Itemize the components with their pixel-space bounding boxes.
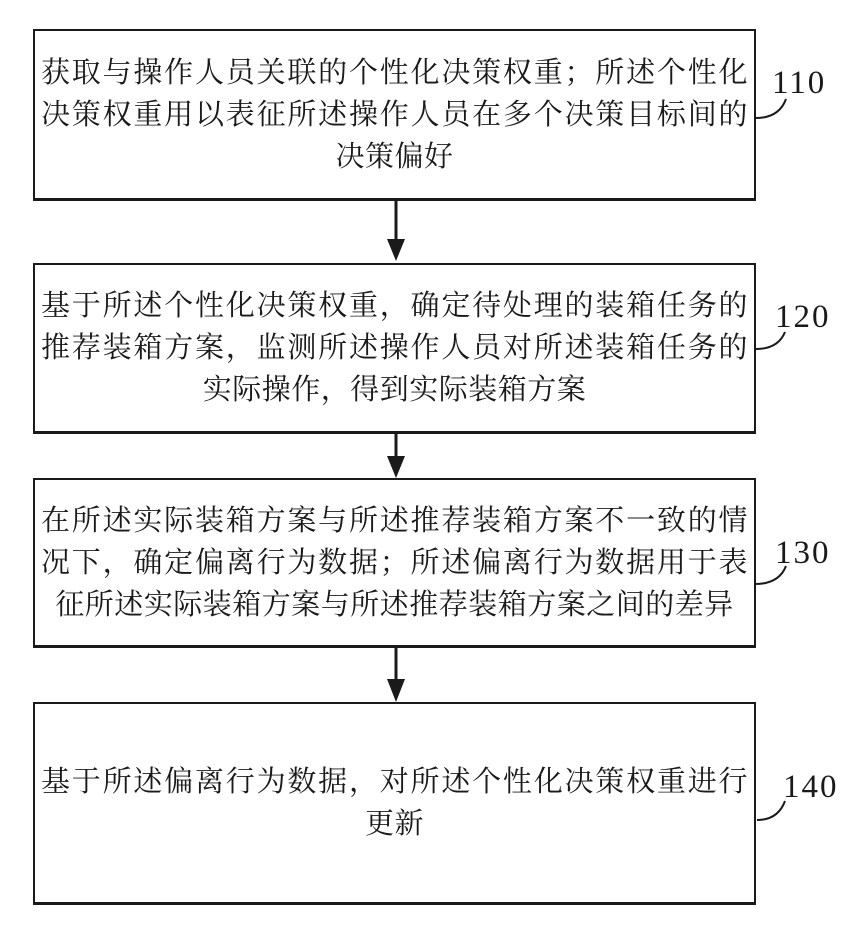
ref-leader-140: [757, 801, 785, 820]
flow-step-box-120: [33, 263, 756, 434]
flow-step-ref-120: 120: [775, 299, 831, 335]
flow-step-text-110: 获取与操作人员关联的个性化决策权重；所述个性化决策权重用以表征所述操作人员在多个决策目标间的决策偏好: [41, 56, 748, 173]
flow-step-text-120: 基于所述个性化决策权重，确定待处理的装箱任务的推荐装箱方案，监测所述操作人员对所述装箱任务的实际操作，得到实际装箱方案: [41, 290, 748, 406]
ref-leader-110: [756, 99, 786, 118]
flow-arrow-130-140: [387, 648, 405, 702]
flow-arrow-120-130: [387, 434, 405, 478]
flow-arrow-110-120: [387, 201, 405, 261]
flow-step-text-130: 在所述实际装箱方案与所述推荐装箱方案不一致的情况下，确定偏离行为数据；所述偏离行为数据用于表征所述实际装箱方案与所述推荐装箱方案之间的差异: [41, 504, 748, 621]
flow-step-box-110: [33, 29, 756, 201]
flow-step-box-140: [33, 702, 756, 905]
flow-step-box-130: [33, 478, 756, 648]
flow-step-ref-130: 130: [775, 535, 831, 571]
flow-step-text-140: 基于所述偏离行为数据，对所述个性化决策权重进行更新: [41, 766, 748, 840]
flow-step-ref-140: 140: [783, 769, 839, 805]
flow-step-ref-110: 110: [772, 65, 827, 101]
